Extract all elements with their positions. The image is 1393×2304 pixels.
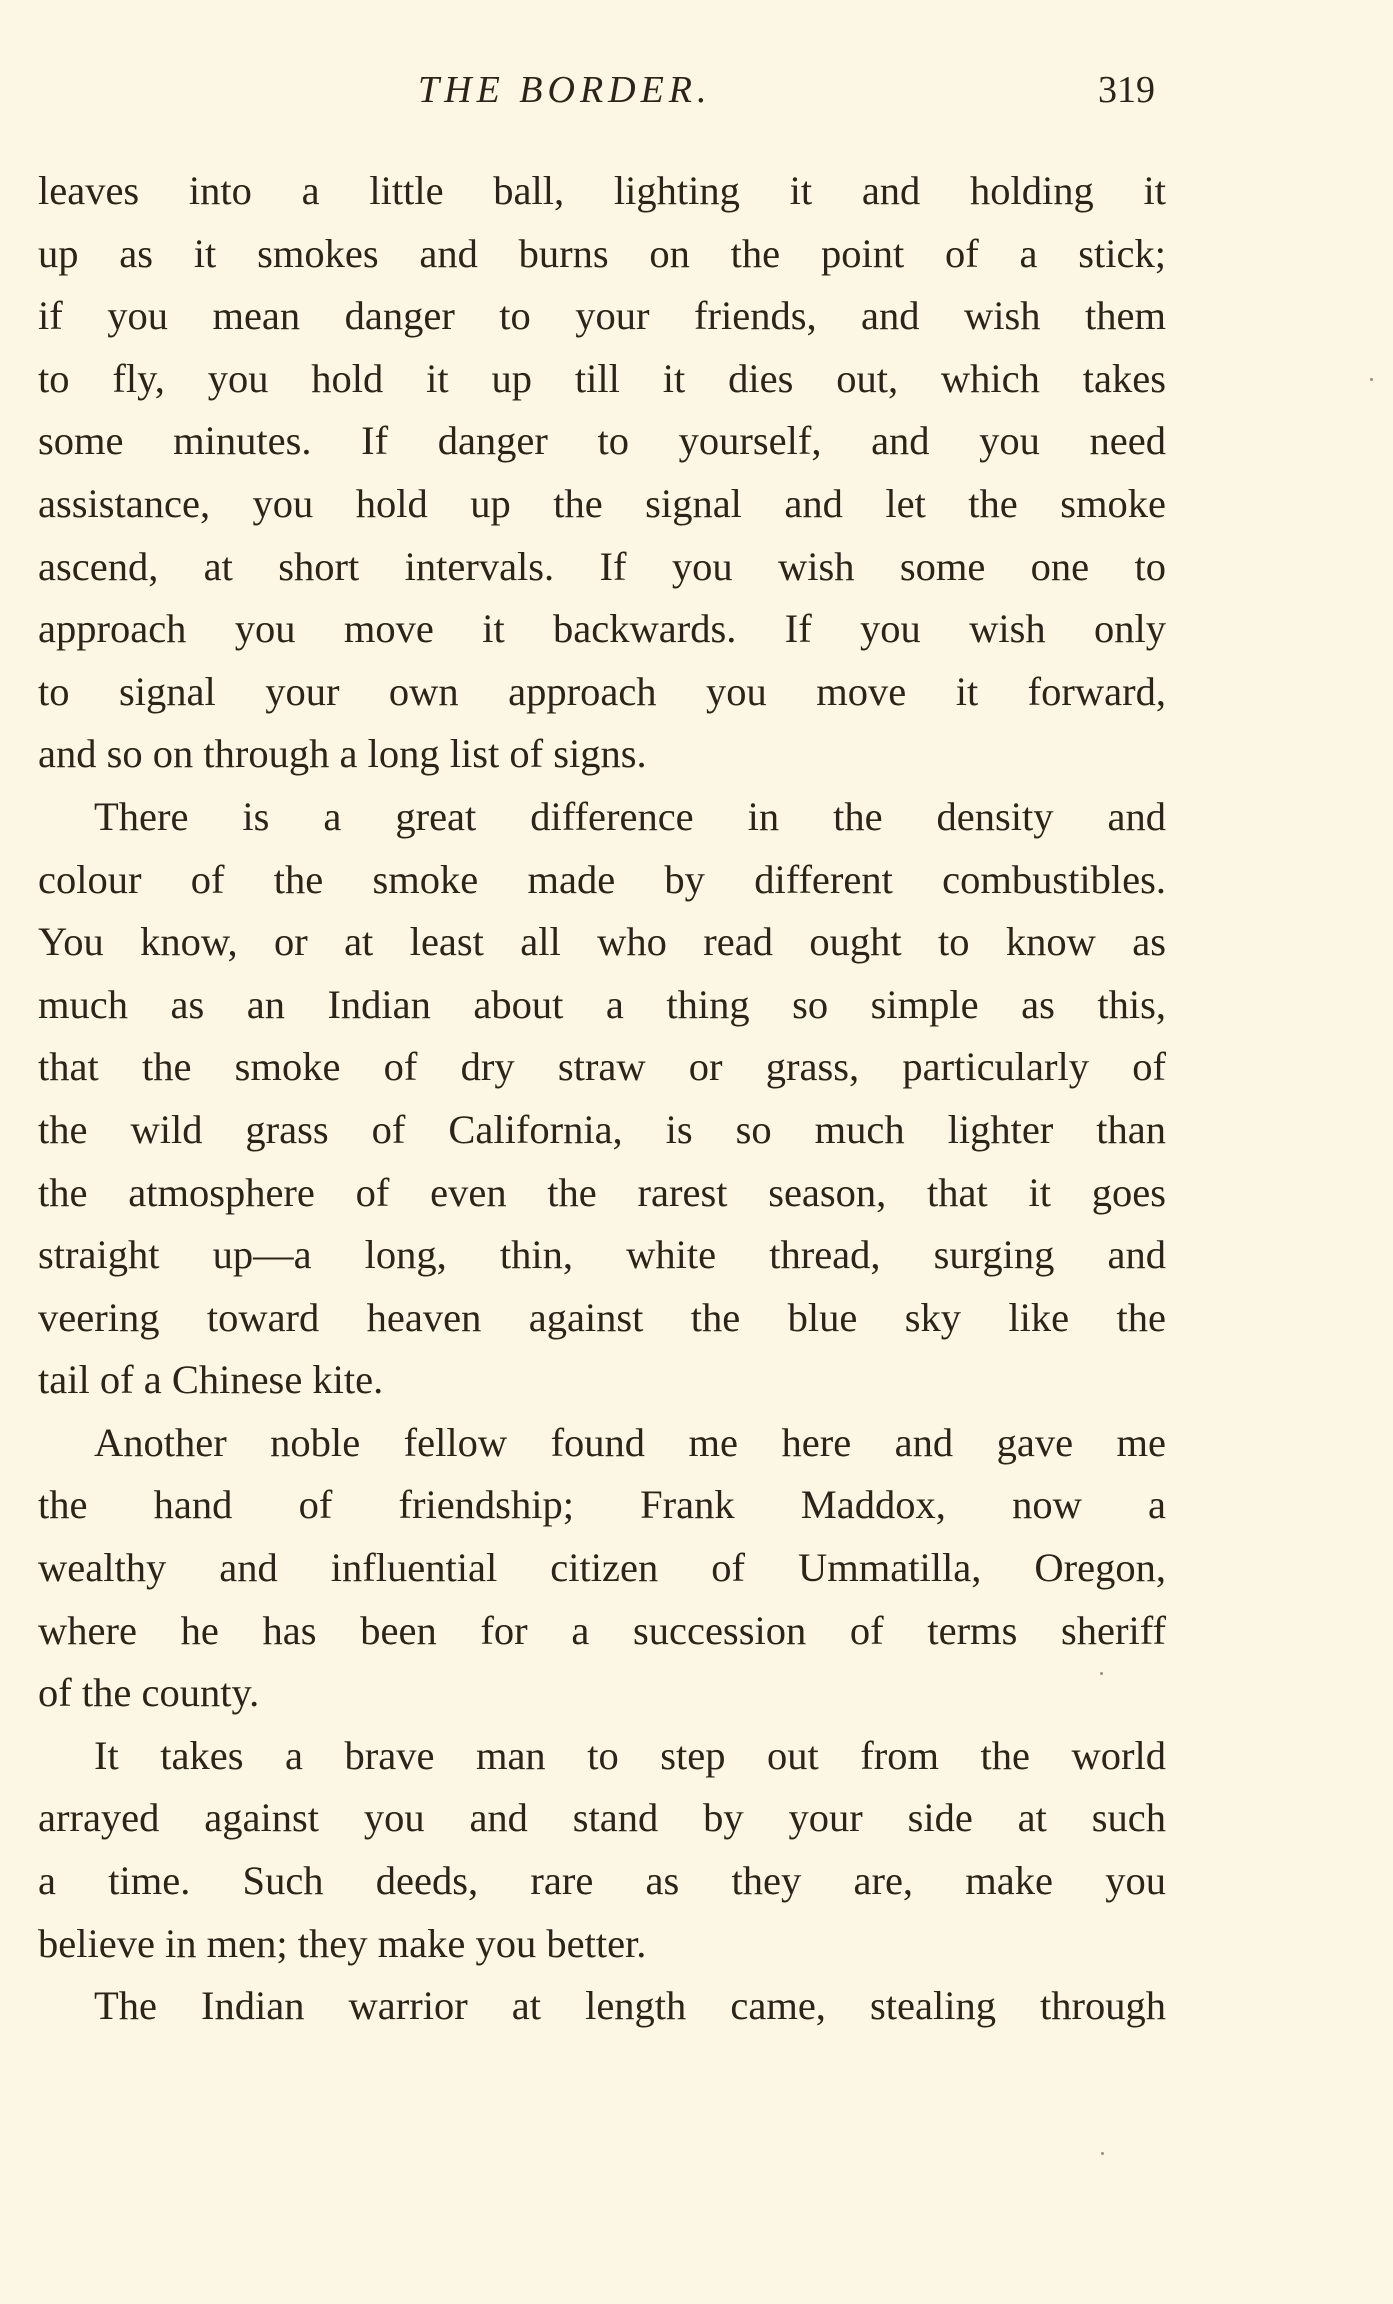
- paper-speck: [1100, 1672, 1103, 1675]
- text-line: wealthy and influential citizen of Ummatilla, Oregon,: [38, 1545, 1166, 1591]
- text-line: a time. Such deeds, rare as they are, make you: [38, 1858, 1166, 1904]
- text-line: much as an Indian about a thing so simple as this,: [38, 981, 1166, 1027]
- text-line: if you mean danger to your friends, and wish them: [38, 293, 1166, 339]
- running-title: THE BORDER.: [418, 69, 712, 111]
- body-text: [38, 160, 1166, 2038]
- text-line: tail of a Chinese kite.: [38, 1357, 384, 1403]
- text-line: colour of the smoke made by different combustibles.: [38, 856, 1166, 902]
- text-line: up as it smokes and burns on the point of a stick;: [38, 230, 1166, 276]
- paragraph-start-line: There is a great difference in the density and: [94, 793, 1166, 839]
- text-line: approach you move it backwards. If you wish only: [38, 606, 1166, 652]
- text-line: arrayed against you and stand by your side at such: [38, 1795, 1166, 1841]
- text-line: and so on through a long list of signs.: [38, 731, 647, 777]
- text-line: assistance, you hold up the signal and let the smoke: [38, 480, 1166, 526]
- paper-speck: [1370, 378, 1373, 381]
- text-line: to signal your own approach you move it forward,: [38, 668, 1166, 714]
- text-line: some minutes. If danger to yourself, and you need: [38, 418, 1166, 464]
- text-line: the wild grass of California, is so much lighter than: [38, 1106, 1166, 1152]
- text-line: of the county.: [38, 1670, 260, 1716]
- paragraph-start-line: The Indian warrior at length came, stealing through: [94, 1983, 1166, 2029]
- text-line: leaves into a little ball, lighting it and holding it: [38, 168, 1166, 213]
- text-line: You know, or at least all who read ought to know as: [38, 919, 1166, 965]
- running-head: [0, 68, 1393, 124]
- text-line: the hand of friendship; Frank Maddox, now a: [38, 1482, 1166, 1528]
- text-line: veering toward heaven against the blue sky like the: [38, 1294, 1166, 1340]
- paper-speck: [1101, 2152, 1104, 2155]
- page-number: 319: [1098, 69, 1155, 111]
- paragraph-start-line: Another noble fellow found me here and gave me: [94, 1419, 1166, 1465]
- text-line: the atmosphere of even the rarest season, that it goes: [38, 1169, 1166, 1215]
- text-line: ascend, at short intervals. If you wish some one to: [38, 543, 1166, 589]
- text-line: where he has been for a succession of terms sheriff: [38, 1607, 1166, 1653]
- text-line: to fly, you hold it up till it dies out, which takes: [38, 355, 1166, 401]
- paragraph-start-line: It takes a brave man to step out from the world: [94, 1732, 1166, 1778]
- text-line: straight up—a long, thin, white thread, surging and: [38, 1232, 1166, 1278]
- text-line: that the smoke of dry straw or grass, particularly of: [38, 1044, 1166, 1090]
- text-line: believe in men; they make you better.: [38, 1920, 647, 1966]
